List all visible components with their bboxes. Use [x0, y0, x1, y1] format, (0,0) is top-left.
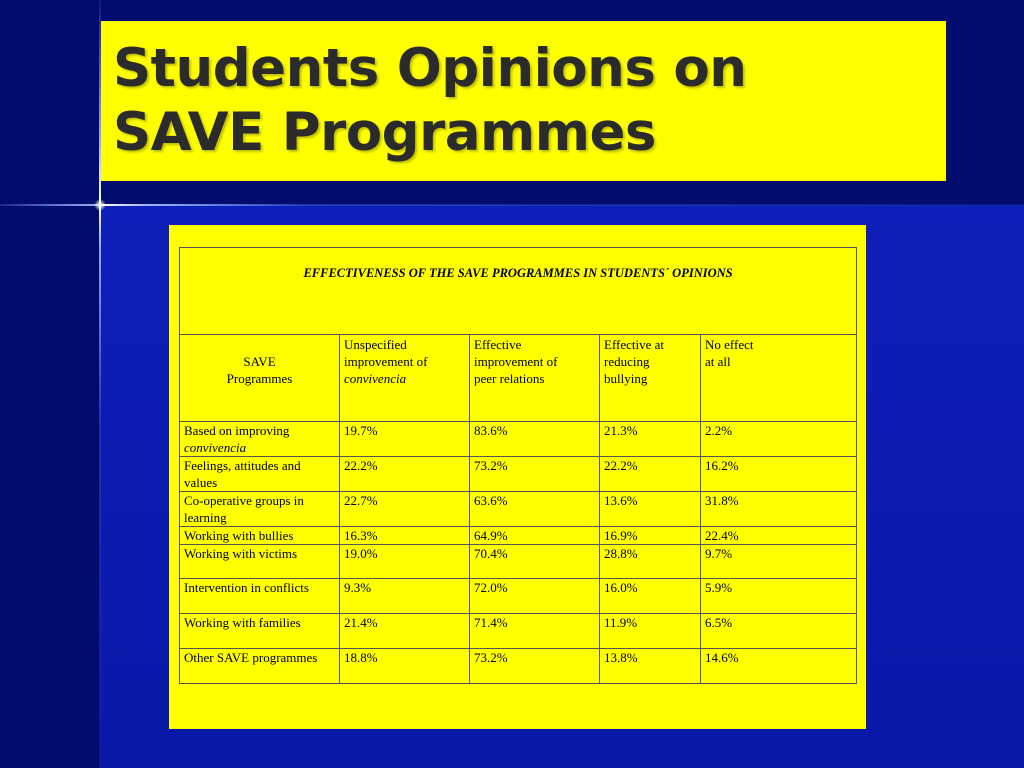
- row-label: Co-operative groups in learning: [180, 492, 340, 527]
- header-save-programmes: [180, 335, 340, 422]
- table-cell: 73.2%: [470, 457, 600, 492]
- table-header-row: [180, 335, 857, 422]
- table-row: [180, 545, 857, 579]
- row-label: Working with families: [180, 614, 340, 649]
- table-cell: 16.9%: [600, 527, 701, 545]
- table-cell: 21.4%: [340, 614, 470, 649]
- table-cell: 22.7%: [340, 492, 470, 527]
- header-text: at all: [705, 354, 731, 369]
- header-text: Programmes: [226, 371, 293, 386]
- header-text: reducing: [604, 354, 650, 369]
- header-no-effect: [701, 335, 857, 422]
- table-panel: [169, 225, 866, 729]
- table-row: [180, 579, 857, 614]
- header-text: Unspecified: [344, 337, 407, 352]
- row-label: Working with bullies: [180, 527, 340, 545]
- table-cell: 16.3%: [340, 527, 470, 545]
- table-row: [180, 457, 857, 492]
- header-peer-relations: [470, 335, 600, 422]
- table-cell: 63.6%: [470, 492, 600, 527]
- table-cell: 31.8%: [701, 492, 857, 527]
- header-text: convivencia: [344, 371, 407, 386]
- row-label: Feelings, attitudes and values: [180, 457, 340, 492]
- header-text: peer relations: [474, 371, 545, 386]
- decorative-horizontal-line: [0, 204, 1024, 206]
- table-row: [180, 614, 857, 649]
- table-row: [180, 422, 857, 457]
- table-row: [180, 492, 857, 527]
- row-label-text: Based on improving: [184, 423, 290, 438]
- slide-title-line1: Students Opinions on: [113, 38, 747, 99]
- table-cell: 13.6%: [600, 492, 701, 527]
- header-text: No effect: [705, 337, 754, 352]
- table-caption: EFFECTIVENESS OF THE SAVE PROGRAMMES IN STUDENTS´ OPINIONS: [180, 248, 857, 335]
- table-cell: 28.8%: [600, 545, 701, 579]
- table-cell: 2.2%: [701, 422, 857, 457]
- table-cell: 22.2%: [340, 457, 470, 492]
- decorative-sparkle: [94, 199, 106, 211]
- header-text: improvement of: [474, 354, 558, 369]
- table-cell: 5.9%: [701, 579, 857, 614]
- table-row: [180, 649, 857, 684]
- background-left-band: [0, 0, 100, 768]
- header-text: bullying: [604, 371, 648, 386]
- table-cell: 16.0%: [600, 579, 701, 614]
- table-cell: 9.7%: [701, 545, 857, 579]
- table-cell: 22.4%: [701, 527, 857, 545]
- row-label: [180, 422, 340, 457]
- table-cell: 21.3%: [600, 422, 701, 457]
- table-cell: 16.2%: [701, 457, 857, 492]
- table-cell: 22.2%: [600, 457, 701, 492]
- table-cell: 19.0%: [340, 545, 470, 579]
- header-text: SAVE: [243, 354, 276, 369]
- row-label: Working with victims: [180, 545, 340, 579]
- table-cell: 70.4%: [470, 545, 600, 579]
- table-cell: 9.3%: [340, 579, 470, 614]
- effectiveness-table: [179, 247, 857, 684]
- table-cell: 19.7%: [340, 422, 470, 457]
- row-label: Other SAVE programmes: [180, 649, 340, 684]
- table-cell: 72.0%: [470, 579, 600, 614]
- header-text: improvement of: [344, 354, 428, 369]
- table-cell: 64.9%: [470, 527, 600, 545]
- table-row: [180, 527, 857, 545]
- header-unspecified-improvement: [340, 335, 470, 422]
- table-cell: 83.6%: [470, 422, 600, 457]
- table-cell: 13.8%: [600, 649, 701, 684]
- row-label: Intervention in conflicts: [180, 579, 340, 614]
- header-text: Effective: [474, 337, 522, 352]
- row-label-italic: convivencia: [184, 440, 247, 455]
- slide-title-line2: SAVE Programmes: [113, 102, 656, 163]
- table-cell: 11.9%: [600, 614, 701, 649]
- table-cell: 18.8%: [340, 649, 470, 684]
- title-box: [101, 21, 946, 181]
- header-reducing-bullying: [600, 335, 701, 422]
- table-cell: 6.5%: [701, 614, 857, 649]
- table-cell: 71.4%: [470, 614, 600, 649]
- table-cell: 73.2%: [470, 649, 600, 684]
- header-text: Effective at: [604, 337, 665, 352]
- slide-title: [113, 37, 747, 165]
- table-cell: 14.6%: [701, 649, 857, 684]
